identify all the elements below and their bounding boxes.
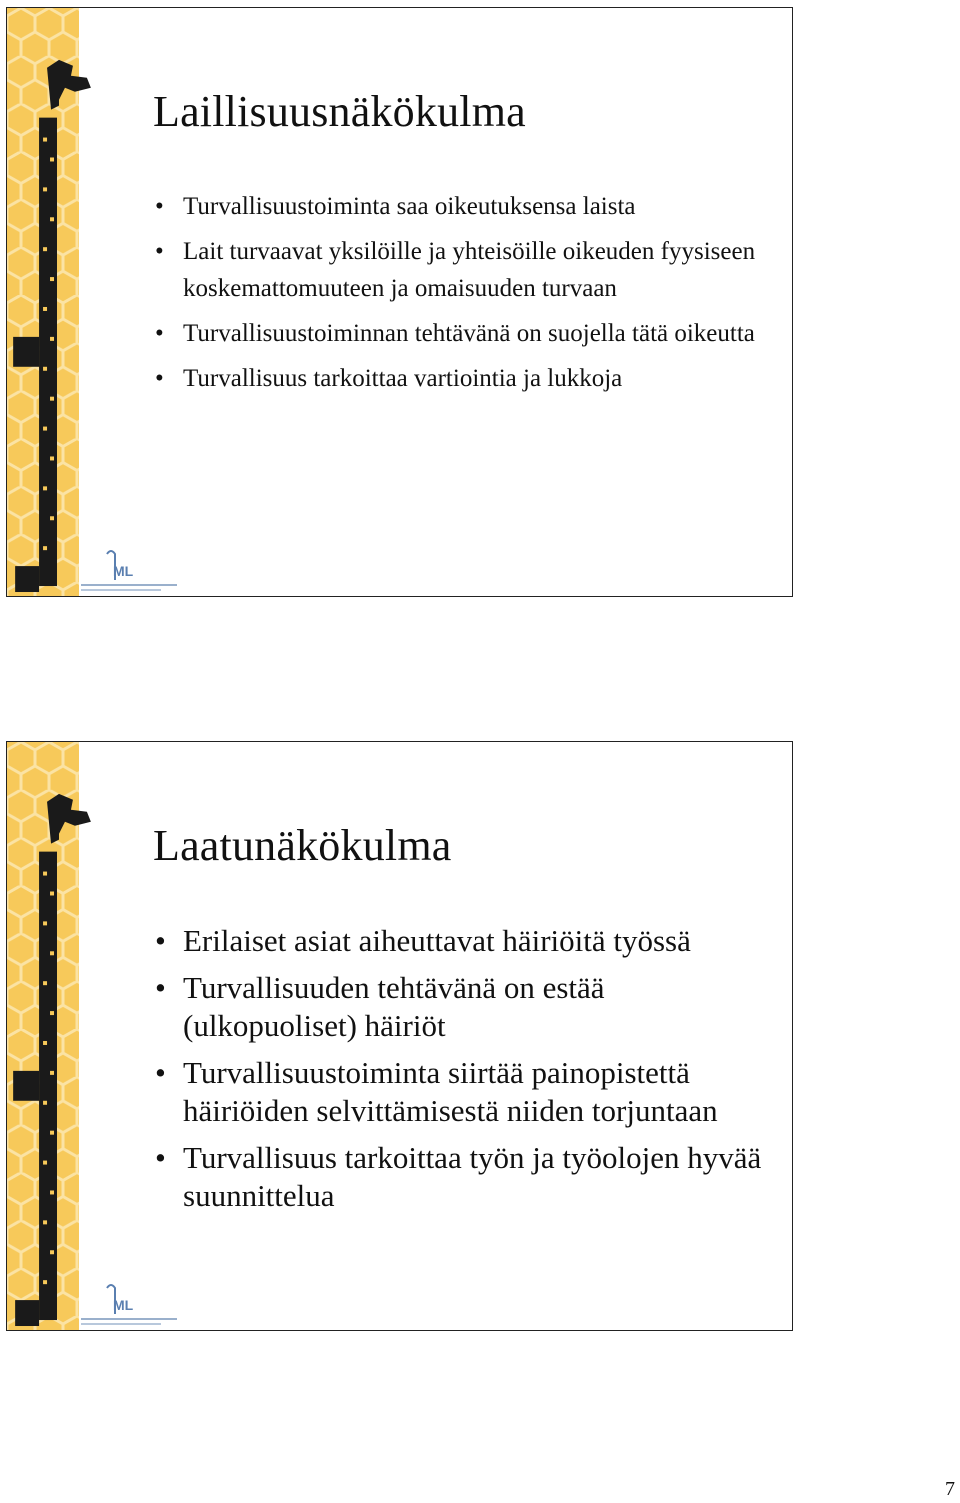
bullet-text: Turvallisuustoiminta siirtää painopistettä häiriöiden selvittämisestä niiden torjuntaan [183,1055,718,1128]
list-item [153,1139,783,1215]
bullet-text: Turvallisuus tarkoittaa työn ja työolojen hyvää suunnittelua [183,1140,762,1213]
slide-2 [6,741,793,1331]
list-item [153,969,783,1045]
bullet-text: Turvallisuuden tehtävänä on estää (ulkopuoliset) häiriöt [183,970,605,1043]
list-item [153,922,783,960]
tml-logo-icon [79,546,179,596]
bullet-marker: • [155,970,166,1005]
list-item [153,315,783,352]
bullet-text: Erilaiset asiat aiheuttavat häiriöitä työssä [183,923,691,958]
slide-title: Laillisuusnäkökulma [153,87,526,136]
list-item [153,188,783,225]
slide-1 [6,7,793,597]
giraffe-figure-icon [7,8,107,596]
bullet-marker: • [155,238,164,265]
svg-text:ML: ML [113,1297,134,1313]
page-number: 7 [945,1478,955,1500]
tml-logo-icon [79,1280,179,1330]
bullet-marker: • [155,1140,166,1175]
bullet-marker: • [155,923,166,958]
bullet-marker: • [155,1055,166,1090]
slide-title: Laatunäkökulma [153,821,452,870]
giraffe-figure-icon [7,742,107,1330]
bullet-text: Lait turvaavat yksilöille ja yhteisöille oikeuden fyysiseen koskemattomuuteen ja omaisuuden turvaan [183,238,756,302]
bullet-text: Turvallisuustoiminnan tehtävänä on suojella tätä oikeutta [183,320,755,347]
bullet-list [153,922,783,1224]
svg-text:ML: ML [113,563,134,579]
bullet-text: Turvallisuus tarkoittaa vartiointia ja lukkoja [183,365,623,392]
list-item [153,233,783,307]
bullet-marker: • [155,193,164,220]
bullet-list [153,188,783,405]
bullet-text: Turvallisuustoiminta saa oikeutuksensa laista [183,193,636,220]
list-item [153,1054,783,1130]
bullet-marker: • [155,320,164,347]
list-item [153,360,783,397]
bullet-marker: • [155,365,164,392]
